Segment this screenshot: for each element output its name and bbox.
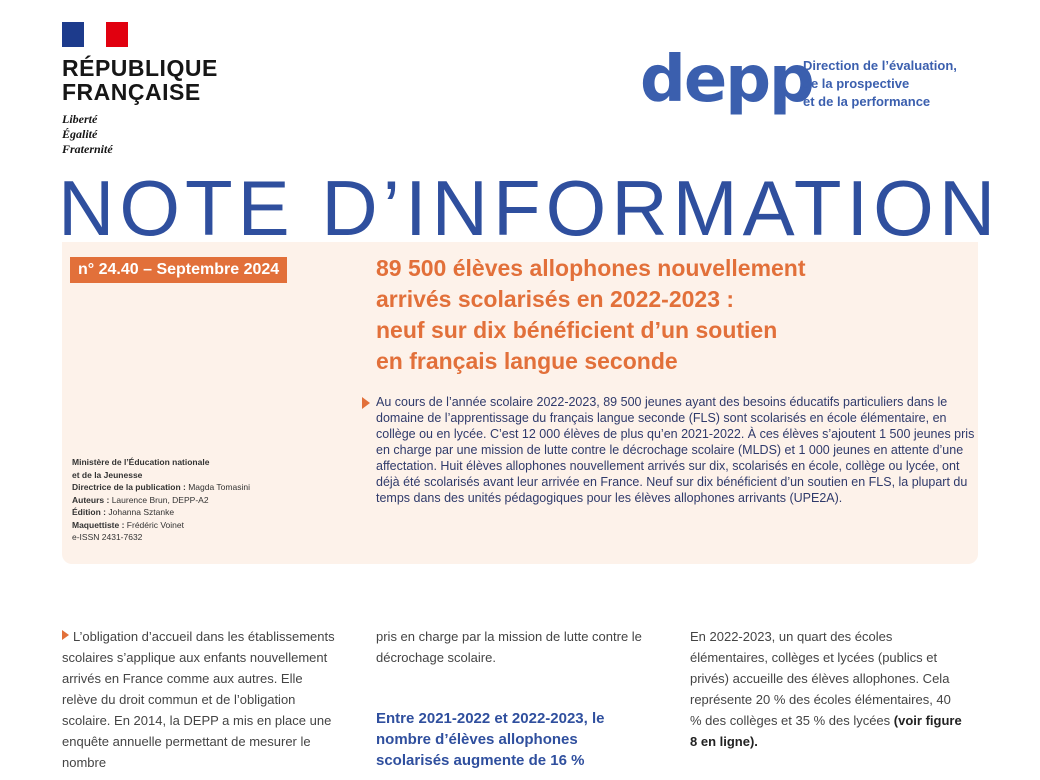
republique-line: RÉPUBLIQUE	[62, 55, 218, 81]
director-name: Magda Tomasini	[188, 482, 250, 492]
triangle-arrow-icon	[62, 630, 69, 640]
french-flag-icon	[62, 22, 128, 47]
section-heading: Entre 2021-2022 et 2022-2023, le nombre d’élèves allophones scolarisés augmente de 16 %	[376, 710, 605, 769]
depp-logo: depp	[640, 43, 813, 117]
francaise-line: FRANÇAISE	[62, 79, 201, 105]
figure-reference: (voir figure 8 en ligne).	[690, 713, 962, 749]
edition-label: Édition :	[72, 507, 106, 517]
layout-name: Frédéric Voinet	[126, 519, 184, 530]
depp-sub-line: Direction de l’évaluation,	[803, 58, 957, 73]
director-label: Directrice de la publication :	[72, 482, 186, 492]
republique-francaise-logo	[62, 22, 218, 157]
credits-block	[72, 456, 292, 544]
issue-number-badge: n° 24.40 – Septembre 2024	[70, 257, 287, 283]
body-column-3	[690, 626, 965, 752]
authors-name: Laurence Brun, DEPP-A2	[111, 494, 209, 505]
headline	[376, 253, 936, 377]
body-text: En 2022-2023, un quart des écoles élémentaires, collèges et lycées (publics et privés) accueille des élèves allophones. Cela représente 20 % des écoles élémentaires, 40 % des collèges et 35 % des lycées	[690, 629, 951, 728]
depp-sub-line: et de la performance	[803, 94, 931, 109]
depp-sub-line: de la prospective	[803, 76, 910, 91]
republique-francaise-name	[62, 56, 218, 104]
body-column-2	[376, 626, 651, 668]
body-column-1	[62, 626, 337, 773]
headline-line: neuf sur dix bénéficient d’un soutien	[376, 317, 778, 343]
triangle-arrow-icon	[362, 397, 370, 409]
edition-name: Johanna Sztanke	[108, 507, 175, 517]
motto-liberte: Liberté	[62, 112, 98, 126]
headline-line: arrivés scolarisés en 2022-2023 :	[376, 286, 735, 312]
headline-line: 89 500 élèves allophones nouvellement	[376, 255, 806, 281]
publication-title: NOTE D’INFORMATION	[58, 164, 1001, 252]
motto-egalite: Égalité	[62, 127, 98, 141]
summary-text: Au cours de l’année scolaire 2022-2023, 89 500 jeunes ayant des besoins éducatifs particuliers dans le domaine de l’apprentissage du français langue seconde (FLS) sont scolarisés en école élémentaire, en collège ou en lycée. C’est 12 000 élèves de plus qu’en 2021-2022. À ces élèves s’ajoutent 1 500 jeunes pris en charge par une mission de lutte contre le décrochage scolaire (MLDS) et 1 000 jeunes en attente d’une affectation. Huit élèves allophones nouvellement arrivés sur dix, scolarisés en école, collège ou lycée, ont déjà été scolarisés avant leur arrivée en France. Neuf sur dix bénéficient d’un soutien en FLS, la plupart du temps dans des unités pédagogiques pour les élèves allophones arrivants (UPE2A).	[376, 395, 975, 505]
layout-label: Maquettiste :	[72, 519, 125, 530]
headline-line: en français langue seconde	[376, 348, 678, 374]
authors-label: Auteurs :	[72, 494, 110, 505]
ministry-name-cont: et de la Jeunesse	[72, 469, 143, 480]
motto-fraternite: Fraternité	[62, 142, 113, 156]
body-text: L’obligation d’accueil dans les établissements scolaires s’applique aux enfants nouvellement arrivés en France comme aux autres. Elle relève du droit commun et de l’obligation scolaire. En 2014, la DEPP a mis en place une enquête annuelle permettant de mesurer le nombre	[62, 629, 335, 770]
issn: e-ISSN 2431-7632	[72, 532, 143, 542]
republic-motto	[62, 112, 218, 157]
body-text: pris en charge par la mission de lutte contre le décrochage scolaire.	[376, 629, 642, 665]
ministry-name: Ministère de l’Éducation nationale	[72, 457, 210, 467]
depp-subtitle	[803, 57, 957, 111]
